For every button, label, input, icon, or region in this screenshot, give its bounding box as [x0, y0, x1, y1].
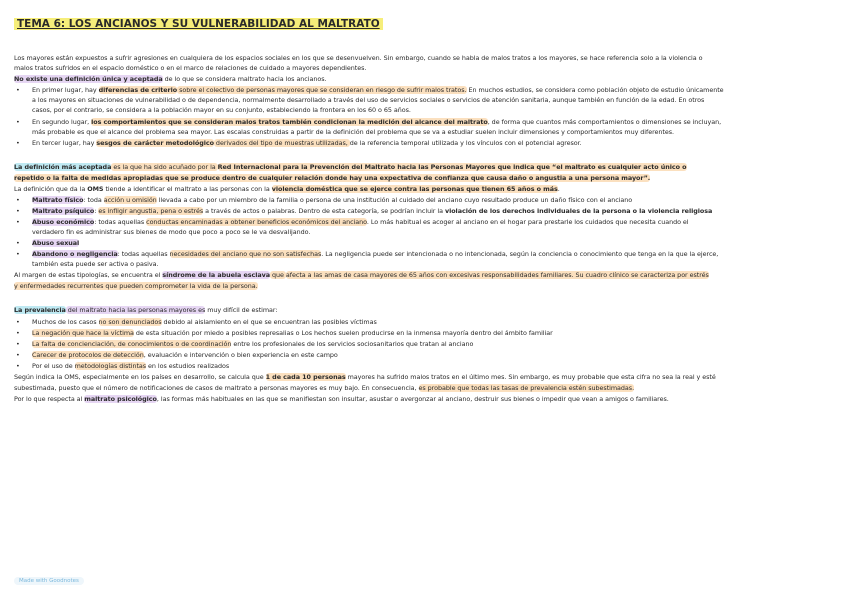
text-segment: OMS: [87, 185, 104, 193]
text-line: [16, 139, 834, 148]
text-line: [14, 282, 834, 291]
text-line: [16, 239, 834, 248]
bullet-icon: •: [16, 118, 20, 126]
highlighted-text: y enfermedades recurrentes que pueden comprometer la vida de la persona.: [14, 282, 258, 290]
goodnotes-badge: Made with Goodnotes: [14, 577, 84, 585]
text-segment: entre los profesionales de los servicios sociosanitarios que tratan al anciano: [231, 340, 474, 348]
text-line: [14, 395, 834, 404]
text-line: [14, 64, 834, 73]
text-segment: : todas aquellas: [94, 218, 147, 226]
bullet-icon: •: [16, 196, 20, 204]
highlighted-text: La negación que hace la víctima: [32, 329, 134, 337]
highlighted-text: Abandono o negligencia: [32, 250, 118, 258]
text-line: [16, 340, 834, 349]
text-segment: Al margen de estas tipologías, se encuentra el: [14, 271, 163, 279]
highlighted-text: es la que ha sido acuñado por la: [111, 163, 218, 171]
text-segment: subestimada, puesto que el número de notificaciones de casos de maltrato a personas mayores es muy bajo. En consecuencia,: [14, 384, 419, 392]
text-segment: .: [557, 185, 560, 193]
text-segment: más probable es que el alcance del problema sea mayor. Las escalas construidas a partir de la definición del problema que se va a estudiar suelen incluir dimensiones y comportamientos muy diferentes.: [32, 128, 675, 136]
text-line: [16, 218, 834, 227]
bullet-icon: •: [16, 139, 20, 147]
text-segment: tiende a identificar el maltrato a las personas con la: [103, 185, 272, 193]
text-segment: en los estudios realizados: [146, 362, 230, 370]
text-line: [16, 250, 834, 259]
highlighted-text: La prevalencia: [14, 306, 66, 314]
bullet-icon: •: [16, 218, 20, 226]
text-segment: a los mayores en situaciones de vulnerabilidad o de dependencia, normalmente desarrollado a través del uso de servicios sociales o servicios de atención sanitaria, aunque también en función de la edad. En otros: [32, 96, 705, 104]
text-line: [14, 54, 834, 63]
text-segment: La definición que da la: [14, 185, 88, 193]
highlighted-text: sobre el colectivo de personas mayores que se consideran en riesgo de sufrir malos tratos.: [177, 86, 467, 94]
bullet-icon: •: [16, 239, 20, 247]
text-segment: , evaluación e intervención o bien experiencia en este campo: [143, 351, 338, 359]
text-segment: : todas aquellas: [117, 250, 170, 258]
highlighted-text: Carecer de protocolos de detección: [32, 351, 144, 359]
highlighted-text: No existe una definición única y aceptada: [14, 75, 163, 83]
text-segment: En segundo lugar,: [32, 118, 92, 126]
highlighted-text: 1 de cada 10 personas: [265, 373, 346, 381]
text-line: [16, 329, 834, 338]
highlighted-text: afecta a las amas de casa mayores de 65 años con excesivas responsabilidades familiares. Su cuadro clínico se caracteriza por estrés: [285, 271, 709, 279]
text-line: [16, 318, 834, 327]
highlighted-text: metodologías distintas: [74, 362, 147, 370]
text-segment: , de forma que cuantos más comportamientos o dimensiones se incluyan,: [487, 118, 722, 126]
highlighted-text: derivados del tipo de muestras utilizadas,: [213, 139, 350, 147]
text-line: [14, 306, 834, 315]
text-segment: Los mayores están expuestos a sufrir agresiones en cualquiera de los espacios sociales en los que se desenvuelven. Sin embargo, cuando se habla de malos tratos a los mayores, se hace referencia solo a la violencia o: [14, 54, 703, 62]
highlighted-text: es infligir angustia, pena o estrés: [98, 207, 204, 215]
text-line: [32, 260, 834, 269]
text-line: [14, 174, 834, 183]
text-segment: también esta puede ser activa o pasiva.: [32, 260, 159, 268]
highlighted-text: La definición más aceptada: [14, 163, 112, 171]
text-line: [16, 362, 834, 371]
text-segment: :: [94, 207, 99, 215]
highlighted-text: La falta de concienciación, de conocimientos o de coordinación: [32, 340, 232, 348]
bullet-icon: •: [16, 318, 20, 326]
text-line: [14, 163, 834, 172]
text-line: [32, 106, 834, 115]
bullet-icon: •: [16, 351, 20, 359]
highlighted-text: del maltrato hacia las personas mayores es: [65, 306, 206, 314]
highlighted-text: diferencias de criterio: [98, 86, 178, 94]
highlighted-text: no son denunciados: [98, 318, 162, 326]
text-segment: debido al aislamiento en el que se encuentran las posibles víctimas: [161, 318, 377, 326]
highlighted-text: maltrato psicológico: [84, 395, 157, 403]
text-segment: Por el uso de: [32, 362, 75, 370]
page-title: TEMA 6: LOS ANCIANOS Y SU VULNERABILIDAD AL MALTRATO: [14, 18, 383, 30]
highlighted-text: que: [270, 271, 286, 279]
text-segment: mayores ha sufrido malos tratos en el último mes. Sin embargo, es muy probable que esta cifra no sea la real y esté: [345, 373, 716, 381]
text-line: [16, 207, 834, 216]
highlighted-text: acción u omisión: [103, 196, 157, 204]
highlighted-text: los comportamientos que se consideran malos tratos también condicionan la medición del alcance del maltrato: [91, 118, 488, 126]
text-segment: , las formas más habituales en las que se manifiestan son insultar, asustar o avergonzar al anciano, destruir sus bienes o impedir que vean a amigos o familiares.: [156, 395, 669, 403]
text-segment: . Lo más habitual es acoger al anciano en el hogar para prestarle los cuidados que necesita cuando el: [366, 218, 689, 226]
text-segment: Por lo que respecta al: [14, 395, 85, 403]
text-segment: a través de actos o palabras. Dentro de esta categoría, se podrían incluir la: [203, 207, 445, 215]
text-line: [32, 128, 834, 137]
text-segment: Según indica la OMS, especialmente en los países en desarrollo, se calcula que: [14, 373, 266, 381]
highlighted-text: repetido o la falta de medidas apropiadas que se produce dentro de cualquier relación donde hay una expectativa de confianza que causa daño o angustia a una persona mayor”.: [14, 174, 651, 182]
highlighted-text: Abuso económico: [32, 218, 95, 226]
text-line: [14, 384, 834, 393]
text-segment: En muchos estudios, se considera como población objeto de estudio únicamente: [466, 86, 724, 94]
bullet-icon: •: [16, 250, 20, 258]
text-segment: malos tratos sufridos en el espacio doméstico o en el marco de relaciones de cuidado a mayores dependientes.: [14, 64, 367, 72]
text-segment: de esta situación por miedo a posibles represalias o Los hechos suelen producirse en la inmensa mayoría dentro del ámbito familiar: [133, 329, 553, 337]
text-line: [16, 351, 834, 360]
text-segment: . La negligencia puede ser intencionada o no intencionada, según la conciencia o conocimiento que tenga en la que la ejerce,: [321, 250, 719, 258]
highlighted-text: conductas encaminadas a obtener beneficios económicos del anciano: [146, 218, 367, 226]
highlighted-text: Maltrato psíquico: [32, 207, 95, 215]
highlighted-text: Red Internacional para la Prevención del Maltrato hacia las Personas Mayores que indica que “el maltrato es cualquier acto único o: [217, 163, 687, 171]
bullet-icon: •: [16, 362, 20, 370]
bullet-icon: •: [16, 86, 20, 94]
text-segment: de la referencia temporal utilizada y los vínculos con el potencial agresor.: [349, 139, 582, 147]
text-line: [16, 86, 834, 95]
highlighted-text: es probable que todas las tasas de prevalencia estén subestimadas.: [418, 384, 635, 392]
text-segment: verdadero fin es administrar sus bienes de modo que poco a poco se le va desvalijando.: [32, 228, 311, 236]
bullet-icon: •: [16, 329, 20, 337]
text-segment: : toda: [83, 196, 104, 204]
bullet-icon: •: [16, 340, 20, 348]
text-line: [16, 196, 834, 205]
text-line: [14, 185, 834, 194]
text-line: [14, 373, 834, 382]
text-line: [16, 118, 834, 127]
highlighted-text: Abuso sexual: [32, 239, 80, 247]
text-segment: En tercer lugar, hay: [32, 139, 97, 147]
highlighted-text: violencia doméstica que se ejerce contra las personas que tienen 65 años o más: [271, 185, 558, 193]
text-segment: violación de los derechos individuales de la persona o la violencia religiosa: [444, 207, 713, 215]
highlighted-text: sesgos de carácter metodológico: [96, 139, 214, 147]
text-segment: En primer lugar, hay: [32, 86, 99, 94]
text-segment: Muchos de los casos: [32, 318, 99, 326]
text-line: [14, 271, 834, 280]
highlighted-text: necesidades del anciano que no son satisfechas: [169, 250, 322, 258]
text-segment: casos, por el contrario, se considera a la población mayor en su conjunto, estableciendo la frontera en los 60 o 65 años.: [32, 106, 411, 114]
bullet-icon: •: [16, 207, 20, 215]
text-line: [32, 228, 834, 237]
text-segment: de lo que se considera maltrato hacia los ancianos.: [162, 75, 327, 83]
text-line: [32, 96, 834, 105]
text-segment: muy difícil de estimar:: [205, 306, 278, 314]
highlighted-text: síndrome de la abuela esclava: [162, 271, 271, 279]
text-line: [14, 75, 834, 84]
text-segment: llevada a cabo por un miembro de la familia o persona de una institución al cuidado del anciano cuyo resultado produce un daño físico con el anciano: [156, 196, 633, 204]
highlighted-text: Maltrato físico: [32, 196, 84, 204]
